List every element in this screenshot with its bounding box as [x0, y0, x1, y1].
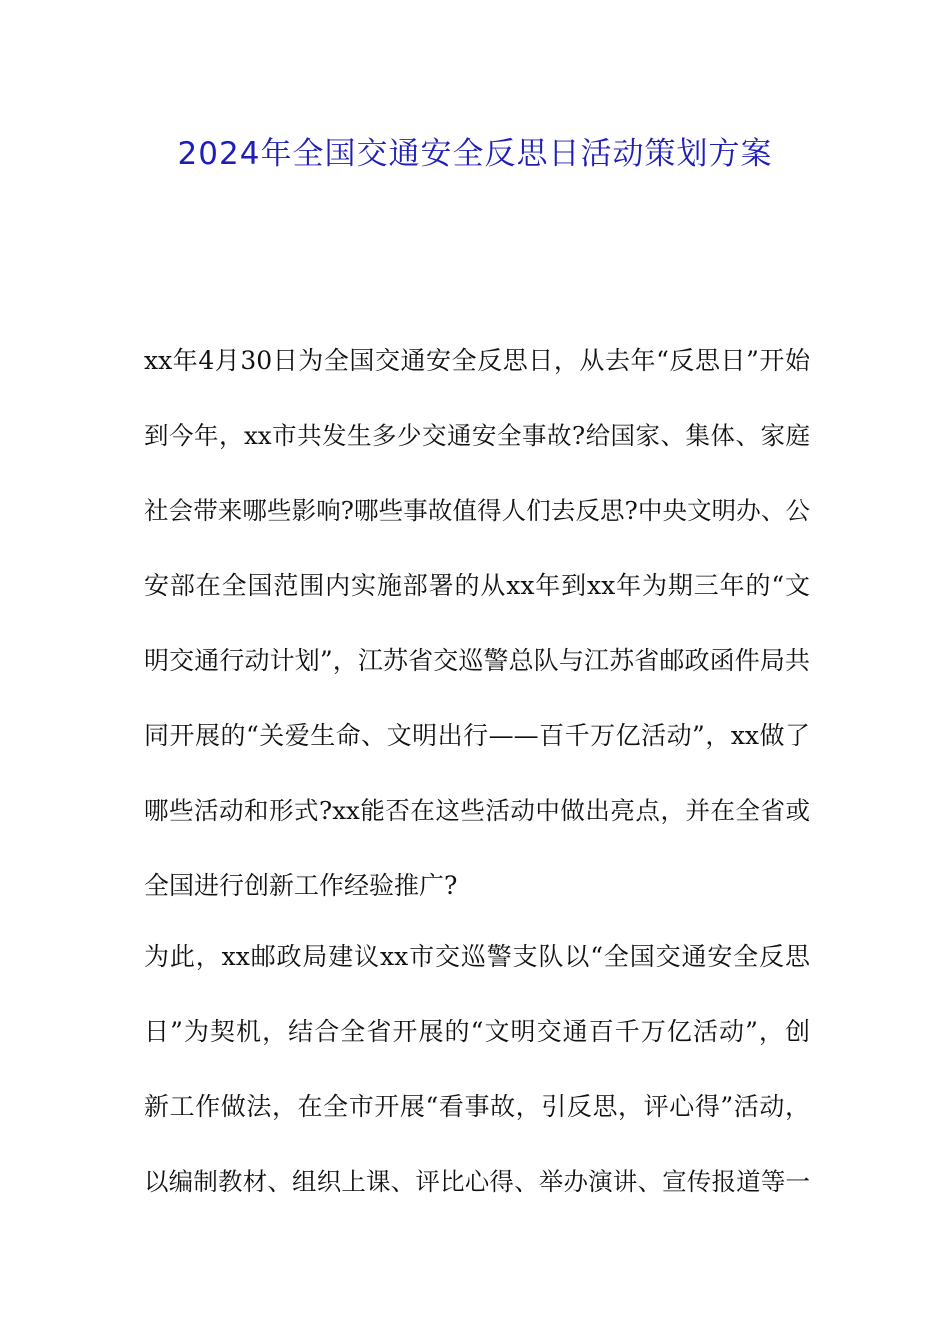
- paragraph-line: 为此，xx邮政局建议xx市交巡警支队以“全国交通安全反思: [144, 942, 810, 971]
- paragraph-line: 同开展的“关爱生命、文明出行——百千万亿活动”，xx做了: [144, 721, 810, 750]
- paragraph-line: 日”为契机，结合全省开展的“文明交通百千万亿活动”，创: [144, 1017, 810, 1046]
- document-title: 2024年全国交通安全反思日活动策划方案: [177, 136, 773, 172]
- paragraph-line: 以编制教材、组织上课、评比心得、举办演讲、宣传报道等一: [144, 1167, 810, 1196]
- paragraph-line: 到今年，xx市共发生多少交通安全事故?给国家、集体、家庭: [144, 421, 810, 450]
- paragraph-line: 社会带来哪些影响?哪些事故值得人们去反思?中央文明办、公: [144, 496, 810, 525]
- paragraph-line: 哪些活动和形式?xx能否在这些活动中做出亮点，并在全省或: [144, 796, 810, 825]
- paragraph-line: 新工作做法，在全市开展“看事故，引反思，评心得”活动，: [144, 1092, 810, 1121]
- paragraph-line: 明交通行动计划”，江苏省交巡警总队与江苏省邮政函件局共: [144, 646, 810, 675]
- paragraph-line: xx年4月30日为全国交通安全反思日，从去年“反思日”开始: [144, 346, 810, 375]
- paragraph-line: 全国进行创新工作经验推广?: [144, 871, 458, 900]
- paragraph-line: 安部在全国范围内实施部署的从xx年到xx年为期三年的“文: [144, 571, 810, 600]
